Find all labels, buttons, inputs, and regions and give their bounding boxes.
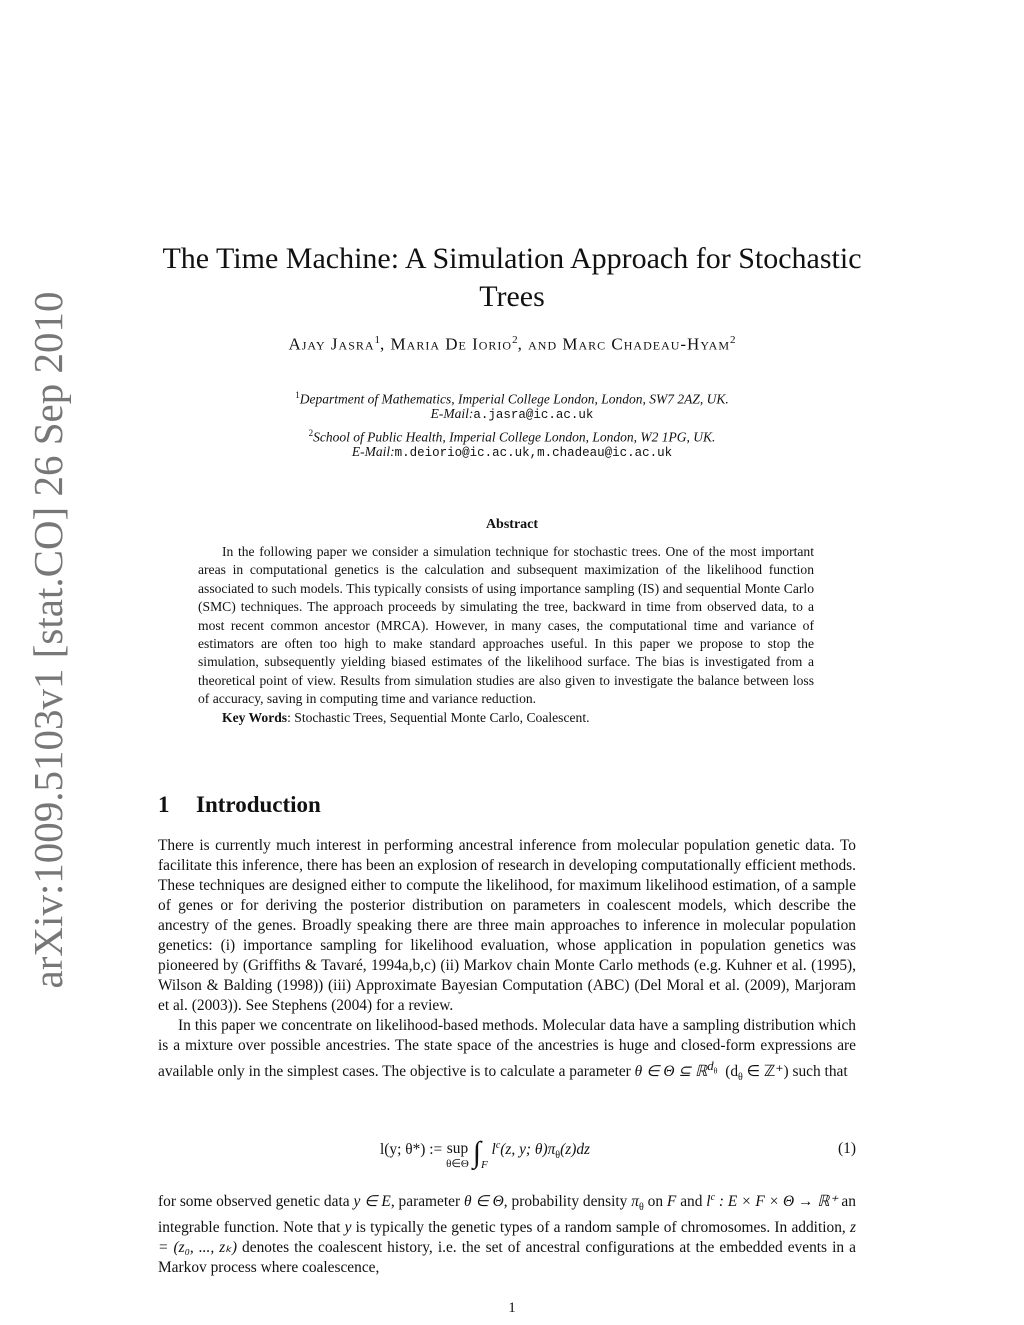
keywords-line	[198, 709, 814, 727]
intro-paragraph-1-block	[158, 836, 856, 1088]
eq-integral: ∫	[472, 1136, 481, 1170]
eq-rhs-l: l	[491, 1141, 496, 1159]
email-2-line	[140, 443, 884, 462]
eq-sup-sub: θ∈Θ	[446, 1158, 469, 1170]
p3-m: y	[344, 1219, 352, 1237]
abstract-body	[198, 543, 814, 727]
affiliation-1-text: Department of Mathematics, Imperial College London, London, SW7 2AZ, UK.	[299, 391, 729, 407]
eq-integral-sub: F	[480, 1159, 488, 1172]
equation-number: (1)	[838, 1140, 856, 1157]
p2-paren: (d	[725, 1063, 739, 1081]
author-sep-2: , and	[517, 334, 563, 354]
p3-b: y ∈ E	[353, 1193, 391, 1211]
author-2-mark: 2	[512, 334, 518, 346]
p3-o: z = (z₀, ..., zₖ)	[158, 1219, 856, 1257]
p2-math: θ ∈ Θ ⊆ ℝ	[634, 1063, 708, 1081]
keywords-list: : Stochastic Trees, Sequential Monte Carlo, Coalescent.	[287, 709, 590, 725]
p2-math-supsub: θ	[713, 1066, 718, 1076]
email-1[interactable]: a.jasra@ic.ac.uk	[473, 408, 594, 422]
affiliation-1-number: 1	[295, 390, 300, 400]
author-list	[140, 334, 884, 355]
intro-paragraph-1: There is currently much interest in performing ancestral inference from molecular population genetic data. To facilitate this inference, there has been an explosion of research in developing computationally efficient methods. These techniques are designed either to compute the likelihood, for maximum likelihood estimation, of a sample of genes or for deriving the posterior distribution on parameters in coalescent models, which describe the ancestry of the genes. Broadly speaking there are three main approaches to inference in molecular population genetics: (i) importance sampling for likelihood evaluation, whose application in population genetics was pioneered by (Griffiths & Tavaré, 1994a,b,c) (ii) Markov chain Monte Carlo methods (e.g. Kuhner et al. (1995), Wilson & Balding (1998)) (iii) Approximate Bayesian Computation (ABC) (Del Moral et al. (2009), Marjoram et al. (2003)). See Stephens (2004) for a review.	[158, 837, 856, 1014]
section-title: Introduction	[196, 792, 321, 817]
abstract-heading: Abstract	[485, 517, 539, 532]
paper-title	[140, 240, 884, 316]
keywords-label: Key Words	[222, 709, 288, 725]
p3-j: l	[706, 1193, 711, 1211]
eq-rhs-pisub: θ	[555, 1150, 561, 1162]
affiliation-2-text: School of Public Health, Imperial College London, London, W2 1PG, UK.	[313, 429, 716, 445]
eq-sup: sup	[446, 1140, 469, 1157]
affiliation-2-number: 2	[308, 428, 314, 438]
p3-n: is typically the genetic types of a random sample of chromosomes. In addition,	[355, 1219, 846, 1237]
email-1-line	[140, 405, 884, 424]
p3-f: π	[631, 1193, 639, 1211]
author-1: Ajay Jasra	[288, 334, 375, 354]
intro-paragraph-3	[158, 1188, 856, 1278]
equation-1-body	[380, 1136, 591, 1172]
p3-c: , parameter	[390, 1193, 461, 1211]
title-line-2: Trees	[479, 280, 545, 313]
title-line-1: The Time Machine: A Simulation Approach for Stochastic	[162, 242, 862, 275]
intro-paragraph-2	[158, 1016, 856, 1088]
equation-1	[158, 1130, 856, 1174]
p2-math-sup: d	[707, 1059, 714, 1073]
section-heading	[158, 792, 321, 818]
section-number: 1	[158, 792, 170, 817]
eq-lhs: l(y; θ*) :=	[380, 1141, 447, 1159]
eq-sup-operator	[446, 1140, 469, 1170]
p3-f-sub: θ	[638, 1202, 644, 1214]
intro-paragraph-3-block	[158, 1188, 856, 1278]
p3-d: θ ∈ Θ	[463, 1193, 504, 1211]
page-number: 1	[508, 1300, 516, 1316]
abstract-text: In the following paper we consider a simulation technique for stochastic trees. One of the most important areas in computational genetics is the calculation and subsequent maximization of the likelihood function associated to such models. This typically consists of using importance sampling (IS) and sequential Monte Carlo (SMC) techniques. The approach proceeds by simulating the tree, backward in time from observed data, to a most recent common ancestor (MRCA). However, in many cases, the computational time and variance of estimators are often too high to make standard approaches useful. In this paper we propose to stop the simulation, subsequently yielding biased estimates of the likelihood surface. The bias is investigated from a theoretical point of view. Results from simulation studies are also given to investigate the balance between loss of accuracy, saving in computing time and variance reduction.	[198, 544, 814, 707]
p3-k: : E × F × Θ → ℝ⁺	[718, 1193, 838, 1211]
p3-h: F	[666, 1193, 677, 1211]
email-1-label: E-Mail:	[430, 406, 474, 421]
p3-i: and	[680, 1193, 703, 1211]
p3-j-sup: c	[710, 1192, 716, 1203]
eq-rhs-rest: (z, y; θ)π	[500, 1141, 556, 1159]
p3-p: denotes the coalescent history, i.e. the set of ancestral configurations at the embedded events in a Markov process where coalescence,	[158, 1239, 856, 1277]
arxiv-stamp: arXiv:1009.5103v1 [stat.CO] 26 Sep 2010	[25, 291, 71, 989]
author-3-mark: 2	[730, 334, 736, 346]
author-1-mark: 1	[374, 334, 381, 346]
p2-text-start: In this paper we concentrate on likelihood-based methods. Molecular data have a sampling distribution which is a mixture over possible ancestries. The state space of the ancestries is huge and closed-form expressions are available only in the simplest cases. The objective is to calculate a parameter	[158, 1017, 856, 1081]
email-2[interactable]: m.deiorio@ic.ac.uk,m.chadeau@ic.ac.uk	[394, 446, 673, 460]
author-3: Marc Chadeau-Hyam	[562, 334, 731, 354]
p2-paren-sub: θ	[738, 1072, 743, 1084]
p3-e: , probability density	[503, 1193, 628, 1211]
eq-rhs-lsup: c	[495, 1140, 501, 1151]
author-2: Maria De Iorio	[390, 334, 513, 354]
eq-rhs-end: (z)dz	[560, 1141, 591, 1159]
email-2-label: E-Mail:	[351, 444, 395, 459]
p3-a: for some observed genetic data	[158, 1193, 350, 1211]
p2-paren-end: ∈ ℤ⁺)	[746, 1063, 789, 1081]
p3-g: on	[647, 1193, 664, 1211]
author-sep-1: ,	[380, 334, 391, 354]
p2-text-end: such that	[792, 1063, 848, 1081]
p3-l: an integrable function. Note that	[158, 1193, 856, 1237]
